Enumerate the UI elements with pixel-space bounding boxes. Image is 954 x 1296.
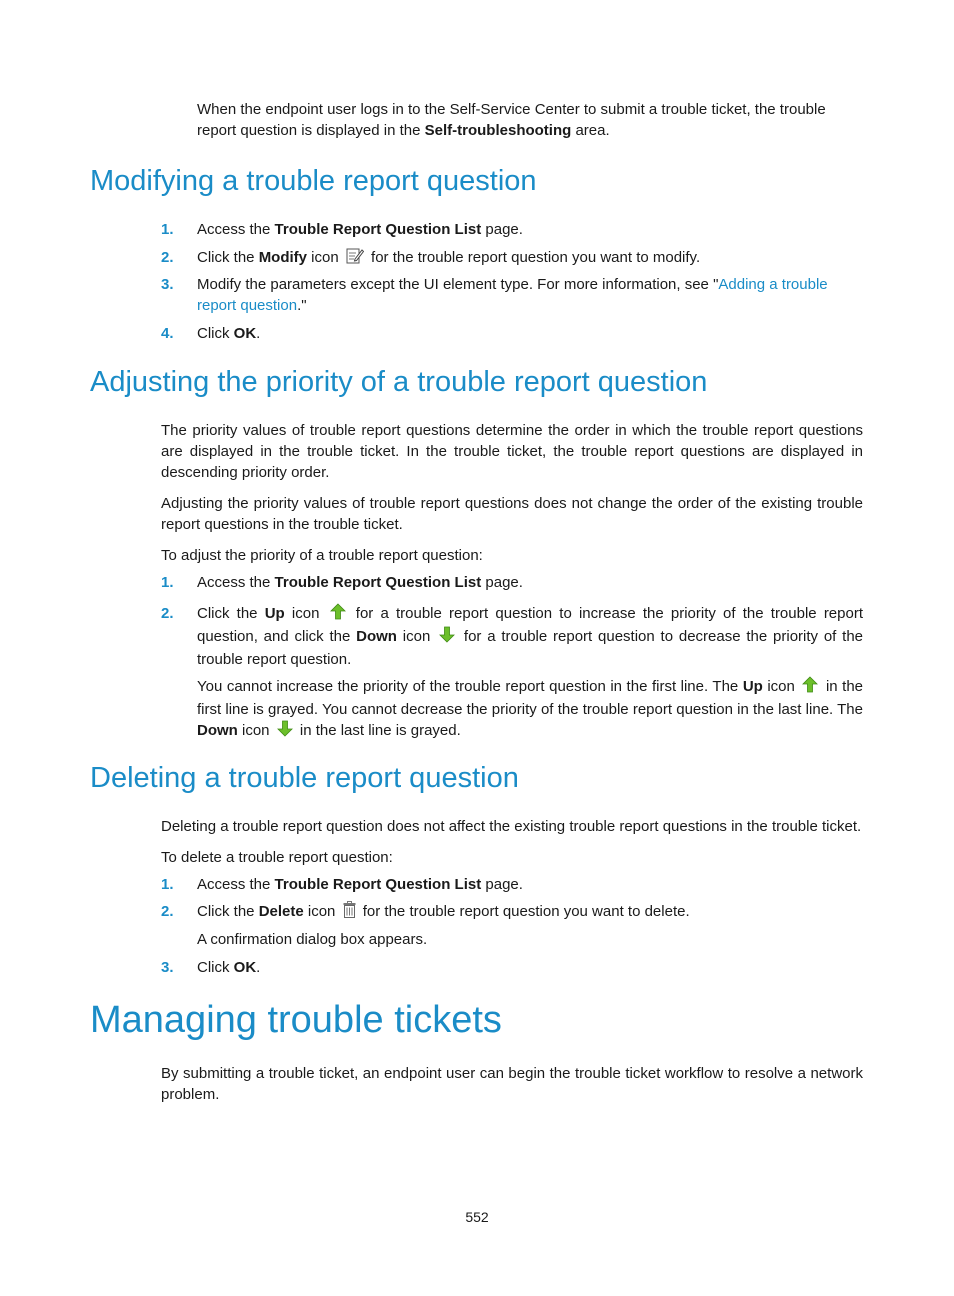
heading-deleting: Deleting a trouble report question (90, 762, 519, 794)
modify-step-1: Access the Trouble Report Question List page. (197, 221, 523, 238)
down-arrow-icon (439, 626, 455, 649)
step-number: 1. (161, 221, 174, 238)
tickets-para-1: By submitting a trouble ticket, an endpoint user can begin the trouble ticket workflow to resolve a network problem. (161, 1065, 863, 1103)
priority-lead: To adjust the priority of a trouble report question: (161, 547, 483, 564)
delete-step-2: Click the Delete icon for the trouble report question you want to delete. (197, 901, 863, 924)
page-number: 552 (465, 1209, 489, 1225)
intro-text-end: area. (571, 122, 610, 139)
delete-step-1: Access the Trouble Report Question List page. (197, 876, 523, 893)
step-number: 3. (161, 959, 174, 976)
priority-step-1: Access the Trouble Report Question List page. (197, 574, 523, 591)
up-arrow-icon (330, 603, 346, 626)
delete-para-1: Deleting a trouble report question does not affect the existing trouble report questions in the trouble ticket. (161, 818, 862, 835)
priority-para-2: Adjusting the priority values of trouble report questions does not change the order of the existing trouble report questions in the trouble ticket. (161, 495, 863, 533)
step-number: 3. (161, 276, 174, 293)
adding-question-link[interactable]: Adding a trouble report question (197, 276, 828, 314)
step-number: 1. (161, 876, 174, 893)
intro-paragraph (197, 99, 863, 141)
modify-icon (346, 247, 364, 270)
down-arrow-icon (277, 720, 293, 743)
step-number: 4. (161, 325, 174, 342)
step-number: 2. (161, 903, 174, 920)
priority-para-1: The priority values of trouble report questions determine the order in which the trouble report questions are displayed in the trouble ticket. In the trouble ticket, the trouble report questions are displayed in descending priority order. (161, 422, 863, 481)
modify-step-4: Click OK. (197, 325, 261, 342)
priority-step-2: Click the Up icon for a trouble report question to increase the priority of the trouble report question, and click the Down icon for a trouble report question to decrease the priority of the trouble report question. (197, 605, 864, 668)
delete-step-2-note: A confirmation dialog box appears. (197, 931, 428, 948)
step-number: 2. (161, 249, 174, 266)
heading-managing-tickets: Managing trouble tickets (90, 999, 502, 1041)
heading-adjusting-priority: Adjusting the priority of a trouble report question (90, 366, 708, 398)
modify-step-2: Click the Modify icon for the trouble report question you want to modify. (197, 247, 863, 270)
delete-step-3: Click OK. (197, 959, 261, 976)
step-number: 1. (161, 574, 174, 591)
step-number: 2. (161, 605, 174, 622)
intro-text: When the endpoint user logs in to the Self-Service Center to submit a trouble ticket, the trouble report question is displayed in the (197, 101, 826, 139)
heading-modifying: Modifying a trouble report question (90, 165, 537, 197)
up-arrow-icon (802, 676, 818, 699)
delete-lead: To delete a trouble report question: (161, 849, 393, 866)
intro-bold: Self-troubleshooting (424, 122, 572, 139)
modify-step-3: Modify the parameters except the UI element type. For more information, see "Adding a trouble report question." (197, 276, 828, 314)
priority-note: You cannot increase the priority of the trouble report question in the first line. The Up icon in the first line is grayed. You cannot decrease the priority of the trouble report question in the last line. The Down icon in the last line is grayed. (197, 676, 863, 743)
trash-icon (343, 901, 356, 924)
